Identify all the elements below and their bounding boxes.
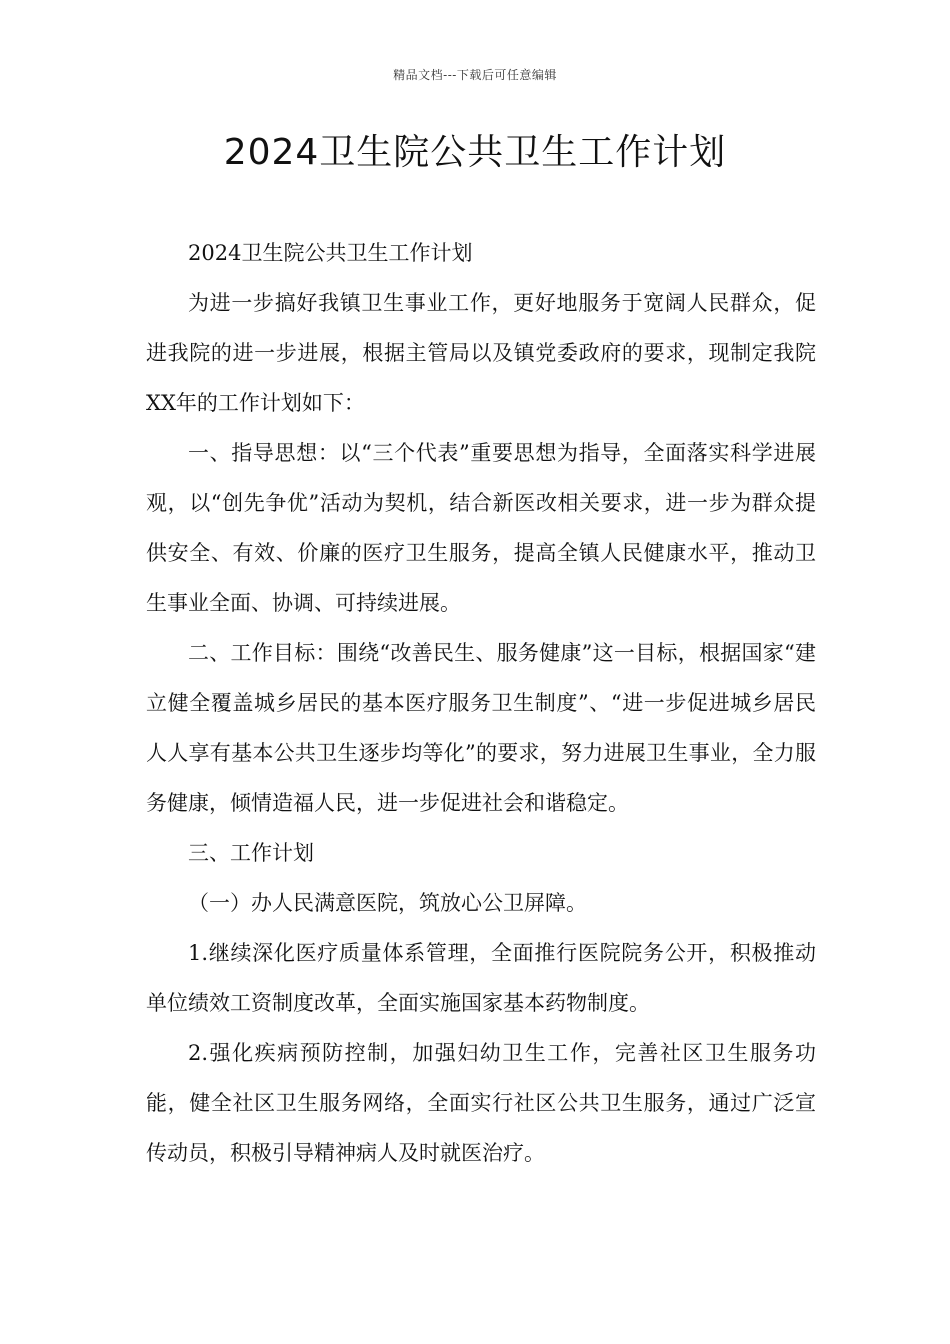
paragraph-subtitle: 2024卫生院公共卫生工作计划 bbox=[188, 241, 473, 265]
header-note: 精品文档---下载后可任意编辑 bbox=[393, 68, 557, 82]
paragraph-item-2: 2.强化疾病预防控制，加强妇幼卫生工作，完善社区卫生服务功能，健全社区卫生服务网络，全面实行社区公共卫生服务，通过广泛宣传动员，积极引导精神病人及时就医治疗。 bbox=[146, 1041, 816, 1165]
paragraph-intro: 为进一步搞好我镇卫生事业工作，更好地服务于宽阔人民群众，促进我院的进一步进展，根据主管局以及镇党委政府的要求，现制定我院XX年的工作计划如下： bbox=[146, 291, 816, 415]
paragraph-guiding-ideology: 一、指导思想：以“三个代表”重要思想为指导，全面落实科学进展观，以“创先争优”活动为契机，结合新医改相关要求，进一步为群众提供安全、有效、价廉的医疗卫生服务，提高全镇人民健康水平，推动卫生事业全面、协调、可持续进展。 bbox=[146, 441, 816, 615]
paragraph-work-goals: 二、工作目标：围绕“改善民生、服务健康”这一目标，根据国家“建立健全覆盖城乡居民的基本医疗服务卫生制度”、“进一步促进城乡居民人人享有基本公共卫生逐步均等化”的要求，努力进展卫生事业，全力服务健康，倾情造福人民，进一步促进社会和谐稳定。 bbox=[146, 641, 816, 815]
paragraph-section-one: （一）办人民满意医院，筑放心公卫屏障。 bbox=[188, 891, 587, 915]
document-title: 2024卫生院公共卫生工作计划 bbox=[223, 132, 727, 173]
document-body bbox=[146, 228, 816, 1178]
paragraph-work-plan-heading: 三、工作计划 bbox=[188, 841, 314, 865]
paragraph-item-1: 1.继续深化医疗质量体系管理，全面推行医院院务公开，积极推动单位绩效工资制度改革，全面实施国家基本药物制度。 bbox=[146, 941, 816, 1015]
